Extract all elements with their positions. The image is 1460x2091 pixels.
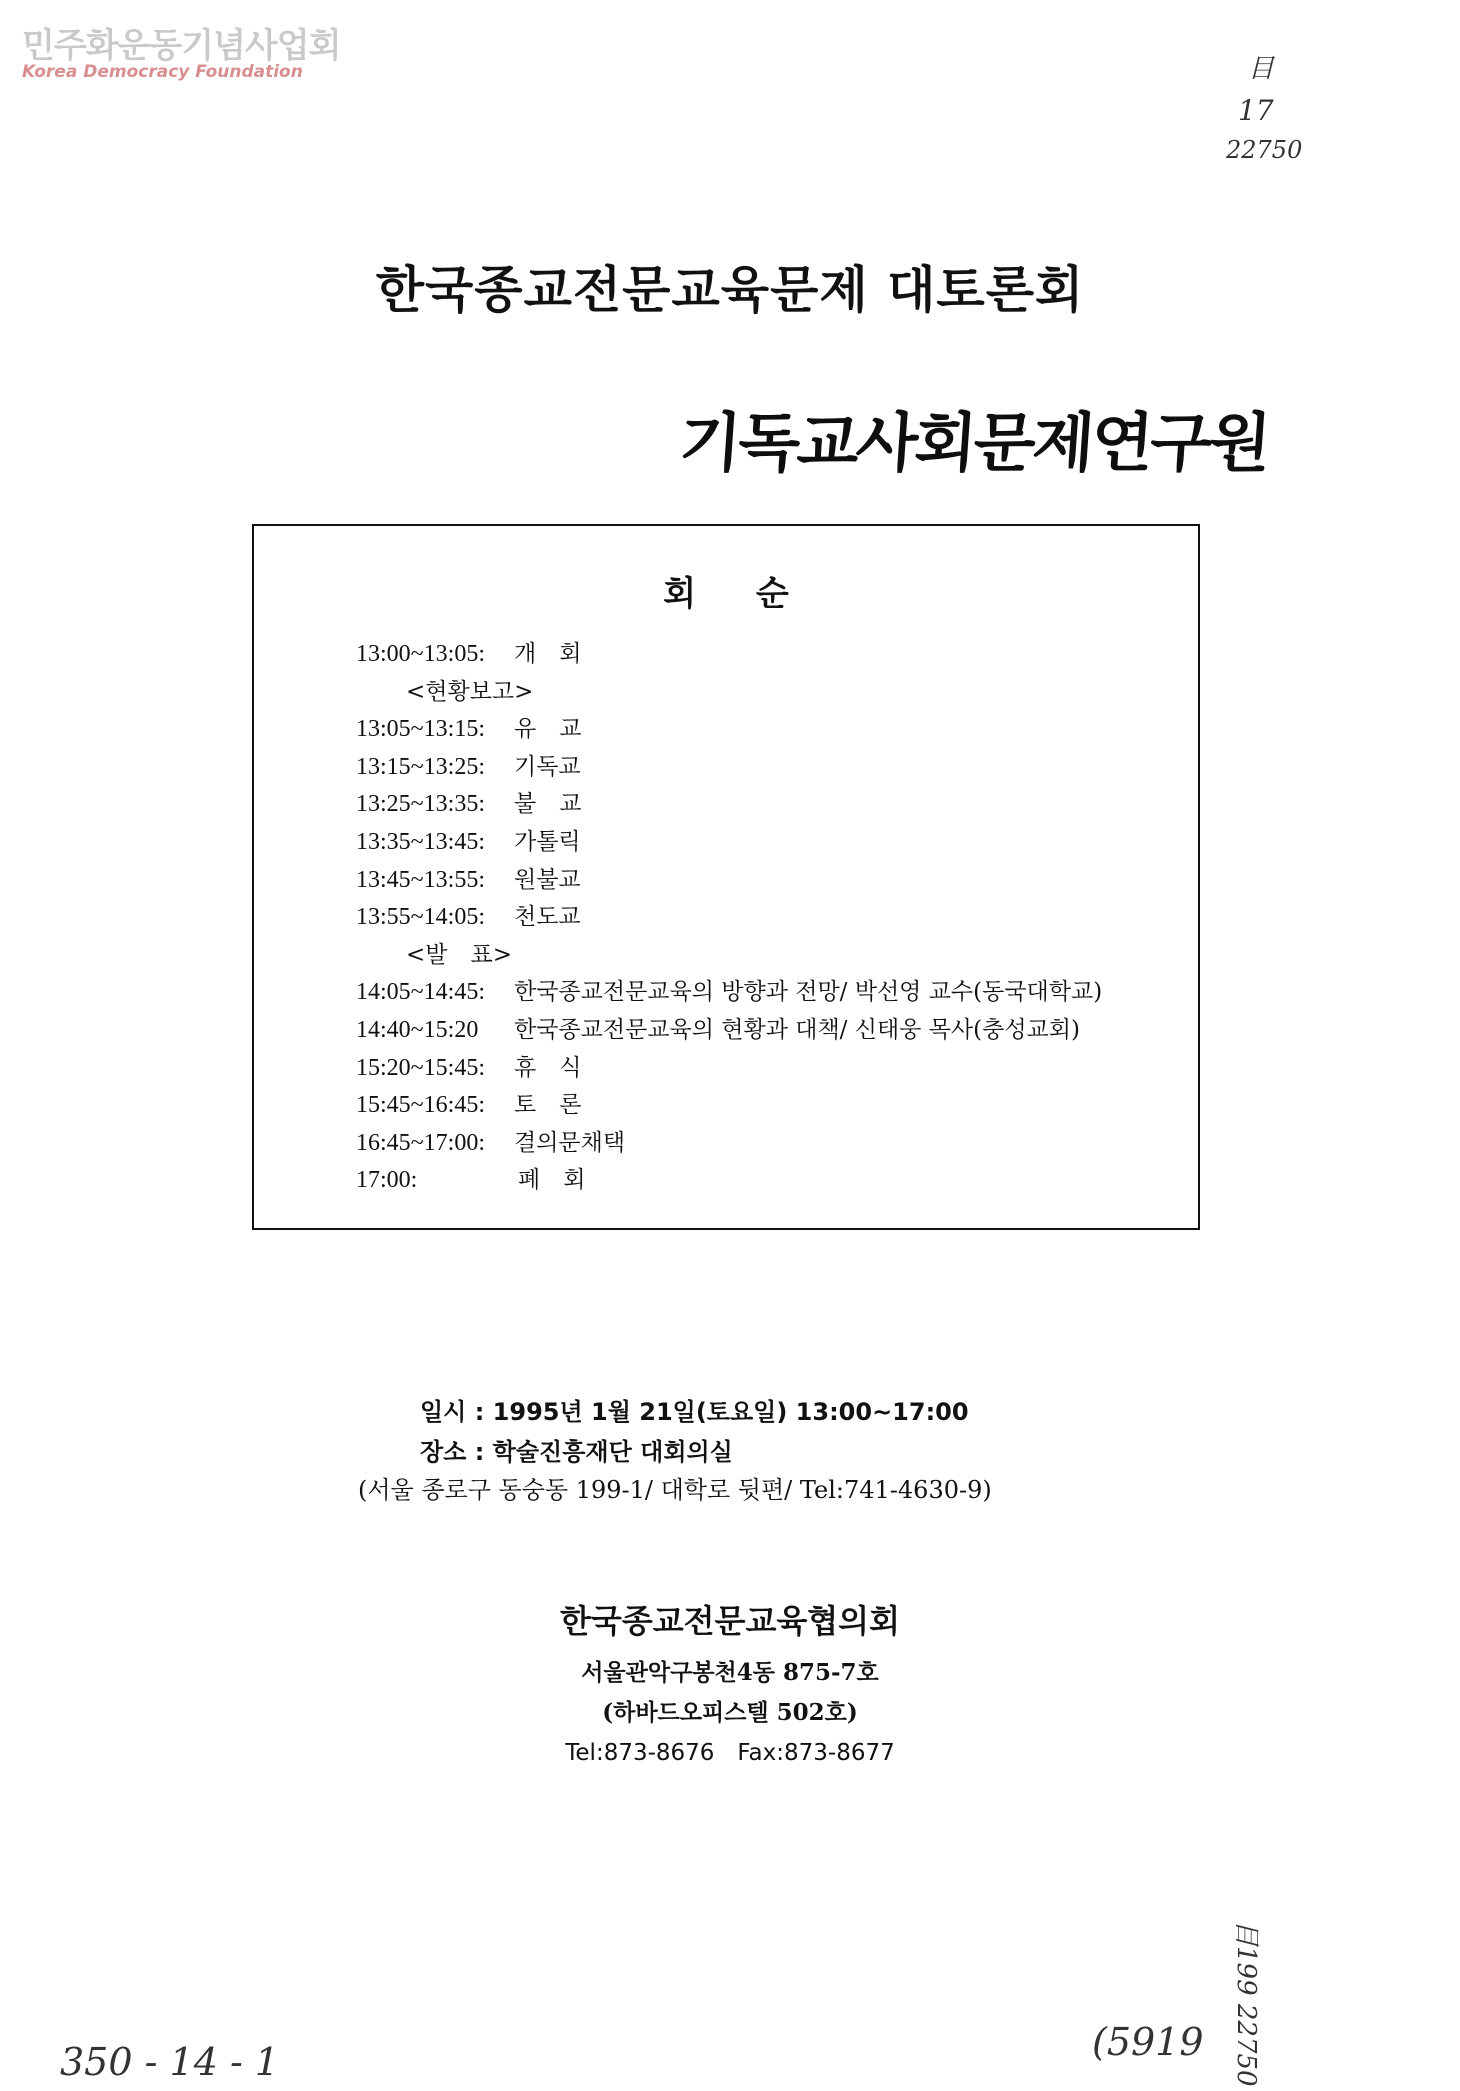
program-item: 토 론 xyxy=(514,1092,582,1119)
program-time: 13:35~13:45: xyxy=(356,828,485,855)
program-row xyxy=(356,824,1196,862)
program-item: 불 교 xyxy=(514,791,582,818)
watermark-english: Korea Democracy Foundation xyxy=(22,62,303,82)
program-item: 천도교 xyxy=(514,904,581,931)
archive-mark-top-1: 目 xyxy=(1248,54,1275,84)
program-item: 한국종교전문교육의 현황과 대책/ 신태웅 목사(충성교회) xyxy=(514,1016,1080,1043)
archive-mark-top-2: 17 xyxy=(1238,94,1274,127)
program-time: 14:05~14:45: xyxy=(356,979,485,1006)
program-time: 13:15~13:25: xyxy=(356,753,485,780)
event-date: 일시 : 1995년 1월 21일(토요일) 13:00~17:00 xyxy=(420,1398,969,1426)
program-item: 개 회 xyxy=(514,641,582,667)
program-row xyxy=(356,862,1196,900)
program-time: 16:45~17:00: xyxy=(356,1129,485,1156)
event-address: (서울 종로구 동숭동 199-1/ 대학로 뒷편/ Tel:741-4630-9) xyxy=(358,1476,992,1504)
archive-mark-bottom-right: 目199 22750 xyxy=(1231,1920,1261,2087)
program-row xyxy=(356,1162,1196,1200)
archive-mark-bottom-middle: (5919 xyxy=(1092,2020,1204,2064)
program-row xyxy=(356,749,1196,787)
program-item: 한국종교전문교육의 방향과 전망/ 박선영 교수(동국대학교) xyxy=(514,979,1103,1006)
program-item: 기독교 xyxy=(514,753,581,780)
program-time: 13:45~13:55: xyxy=(356,866,485,893)
organizer-contact: Tel:873-8676 Fax:873-8677 xyxy=(565,1740,895,1766)
program-row xyxy=(356,1087,1196,1125)
program-row xyxy=(356,899,1196,937)
program-item: 휴 식 xyxy=(514,1054,582,1081)
organizer-address: 서울관악구봉천4동 875-7호 xyxy=(581,1659,879,1686)
program-list xyxy=(356,636,1196,1200)
archive-mark-top-3: 22750 xyxy=(1226,136,1303,164)
program-section-header: <현황보고> xyxy=(406,678,534,705)
program-time: 13:05~13:15: xyxy=(356,716,485,743)
program-time: 17:00: xyxy=(356,1167,418,1194)
organizer-building: (하바드오피스텔 502호) xyxy=(602,1699,858,1726)
document-title: 한국종교전문교육문제 대토론회 xyxy=(375,261,1085,319)
program-item: 원불교 xyxy=(514,866,581,893)
program-row xyxy=(356,1050,1196,1088)
program-item: 결의문채택 xyxy=(514,1129,626,1156)
organizer-name: 한국종교전문교육협의회 xyxy=(559,1602,901,1640)
program-row xyxy=(356,1125,1196,1163)
archive-mark-bottom-left: 350 - 14 - 1 xyxy=(60,2040,280,2084)
program-item: 폐 회 xyxy=(518,1167,586,1194)
program-item: 유 교 xyxy=(514,716,582,743)
program-row xyxy=(356,711,1196,749)
watermark-korean: 민주화운동기념사업회 xyxy=(22,26,341,66)
program-row xyxy=(356,786,1196,824)
program-title: 회 순 xyxy=(663,574,789,614)
program-time: 13:00~13:05: xyxy=(356,641,485,667)
program-time: 13:25~13:35: xyxy=(356,791,485,818)
program-row xyxy=(356,974,1196,1012)
program-section-header: <발 표> xyxy=(406,941,512,968)
program-row xyxy=(356,636,1196,674)
program-time: 14:40~15:20 xyxy=(356,1016,479,1043)
event-place: 장소 : 학술진흥재단 대회의실 xyxy=(420,1438,733,1466)
program-time: 15:20~15:45: xyxy=(356,1054,485,1081)
institute-stamp: 기독교사회문제연구원 xyxy=(676,407,1271,481)
program-item: 가톨릭 xyxy=(514,828,581,855)
program-time: 15:45~16:45: xyxy=(356,1092,485,1119)
program-row xyxy=(356,1012,1196,1050)
program-time: 13:55~14:05: xyxy=(356,904,485,931)
